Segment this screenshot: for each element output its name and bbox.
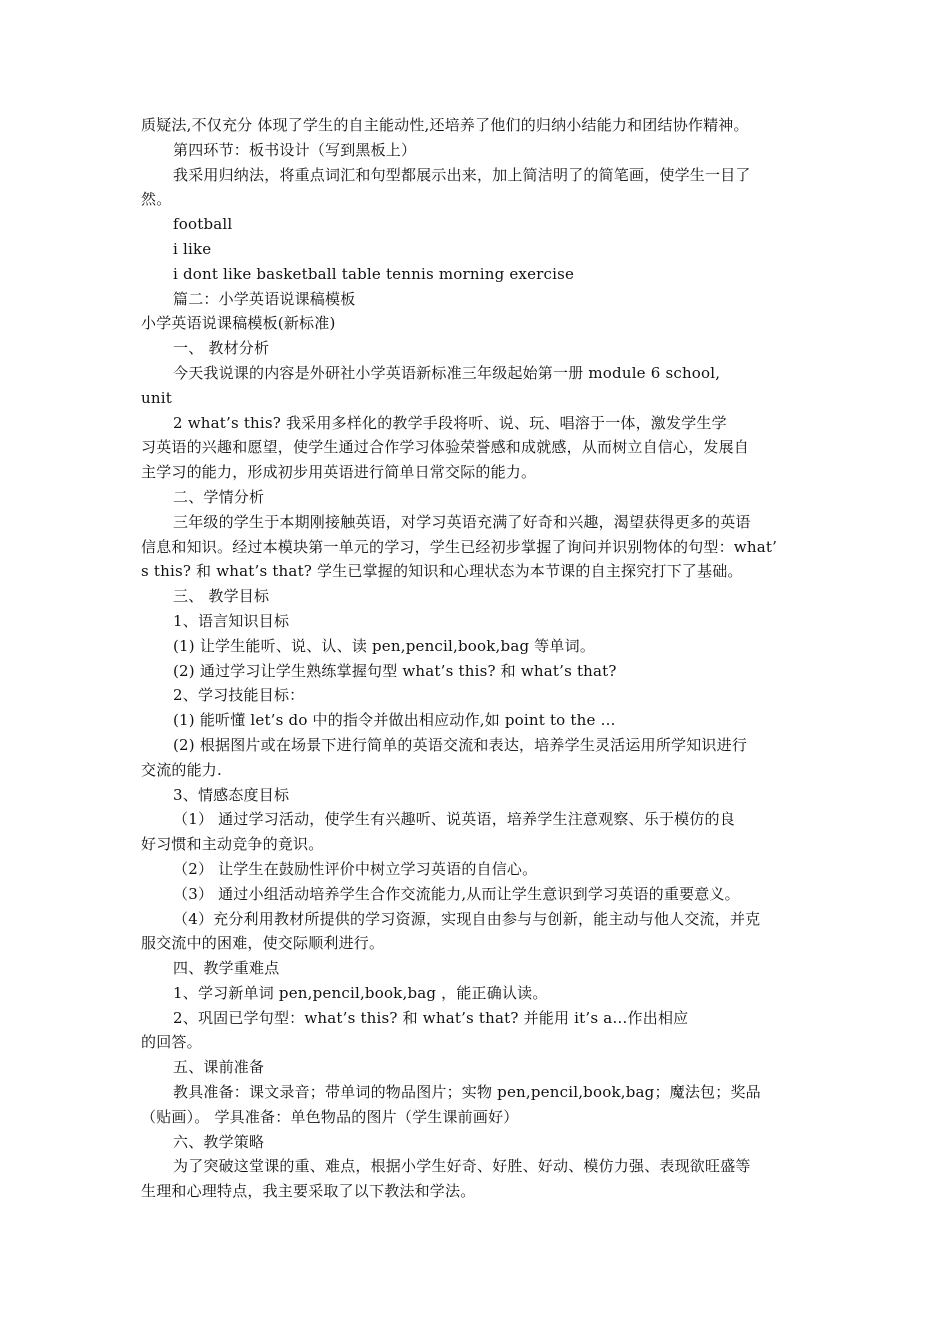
- text-line: 1、学习新单词 pen,pencil,book,bag ，能正确认读。: [173, 983, 548, 1002]
- text-line: 的回答。: [141, 1033, 202, 1052]
- text-line: (1) 能听懂 let’s do 中的指令并做出相应动作,如 point to the …: [173, 711, 616, 730]
- text-line: 教具准备：课文录音；带单词的物品图片；实物 pen,pencil,book,bag；魔法包；奖品: [173, 1083, 761, 1102]
- text-line: s this? 和 what’s that? 学生已掌握的知识和心理状态为本节课的自主探究打下了基础。: [141, 562, 743, 581]
- text-line: 信息和知识。经过本模块第一单元的学习，学生已经初步掌握了询问并识别物体的句型：what’: [141, 537, 778, 556]
- text-line: (1) 让学生能听、说、认、读 pen,pencil,book,bag 等单词。: [173, 636, 596, 655]
- text-line: 二、学情分析: [173, 487, 265, 506]
- text-line: 小学英语说课稿模板(新标准): [141, 314, 336, 333]
- text-line: 今天我说课的内容是外研社小学英语新标准三年级起始第一册 module 6 school,: [173, 363, 721, 382]
- text-line: （2） 让学生在鼓励性评价中树立学习英语的自信心。: [173, 859, 538, 878]
- text-line: 1、语言知识目标: [173, 611, 290, 630]
- text-line: 三、 教学目标: [173, 587, 270, 606]
- document-page: [141, 113, 813, 1204]
- text-line: (2) 根据图片或在场景下进行简单的英语交流和表达，培养学生灵活运用所学知识进行: [173, 735, 748, 754]
- text-line: 2、学习技能目标：: [173, 686, 305, 705]
- text-line: 五、课前准备: [173, 1058, 265, 1077]
- text-line: 交流的能力.: [141, 760, 222, 779]
- text-line: i like: [173, 239, 212, 258]
- text-line: 篇二：小学英语说课稿模板: [173, 289, 356, 308]
- text-line: 习英语的兴趣和愿望，使学生通过合作学习体验荣誉感和成就感，从而树立自信心，发展自: [141, 438, 750, 457]
- text-line: 一、 教材分析: [173, 339, 270, 358]
- text-line: 主学习的能力，形成初步用英语进行简单日常交际的能力。: [141, 463, 537, 482]
- text-line: 生理和心理特点，我主要采取了以下教法和学法。: [141, 1182, 476, 1201]
- text-line: （3） 通过小组活动培养学生合作交流能力,从而让学生意识到学习英语的重要意义。: [173, 884, 740, 903]
- text-line: 第四环节：板书设计（写到黑板上）: [173, 140, 417, 159]
- text-line: （4）充分利用教材所提供的学习资源，实现自由参与与创新，能主动与他人交流，并克: [173, 909, 761, 928]
- text-line: 四、教学重难点: [173, 959, 280, 978]
- text-line: 三年级的学生于本期刚接触英语，对学习英语充满了好奇和兴趣，渴望获得更多的英语: [173, 512, 751, 531]
- text-line: (2) 通过学习让学生熟练掌握句型 what’s this? 和 what’s that?: [173, 661, 617, 680]
- text-line: （贴画）。 学具准备：单色物品的图片（学生课前画好）: [141, 1107, 519, 1126]
- text-line: football: [173, 215, 233, 234]
- text-line: （1） 通过学习活动，使学生有兴趣听、说英语，培养学生注意观察、乐于模仿的良: [173, 810, 735, 829]
- text-line: 3、情感态度目标: [173, 785, 290, 804]
- text-line: 质疑法,不仅充分 体现了学生的自主能动性,还培养了他们的归纳小结能力和团结协作精神。: [141, 116, 749, 134]
- text-line: 六、教学策略: [173, 1132, 265, 1151]
- text-line: i dont like basketball table tennis morning exercise: [173, 264, 575, 283]
- text-line: unit: [141, 388, 172, 407]
- text-line: 服交流中的困难，使交际顺利进行。: [141, 934, 385, 953]
- text-line: 然。: [141, 190, 172, 209]
- text-line: 我采用归纳法，将重点词汇和句型都展示出来，加上简洁明了的简笔画，使学生一目了: [173, 165, 751, 184]
- text-line: 2、巩固已学句型：what’s this? 和 what’s that? 并能用 it’s a…作出相应: [173, 1008, 689, 1027]
- text-line: 2 what’s this? 我采用多样化的教学手段将听、说、玩、唱溶于一体，激发学生学: [173, 413, 727, 432]
- text-line: 好习惯和主动竞争的竟识。: [141, 835, 324, 854]
- text-line: 为了突破这堂课的重、难点，根据小学生好奇、好胜、好动、模仿力强、表现欲旺盛等: [173, 1157, 751, 1176]
